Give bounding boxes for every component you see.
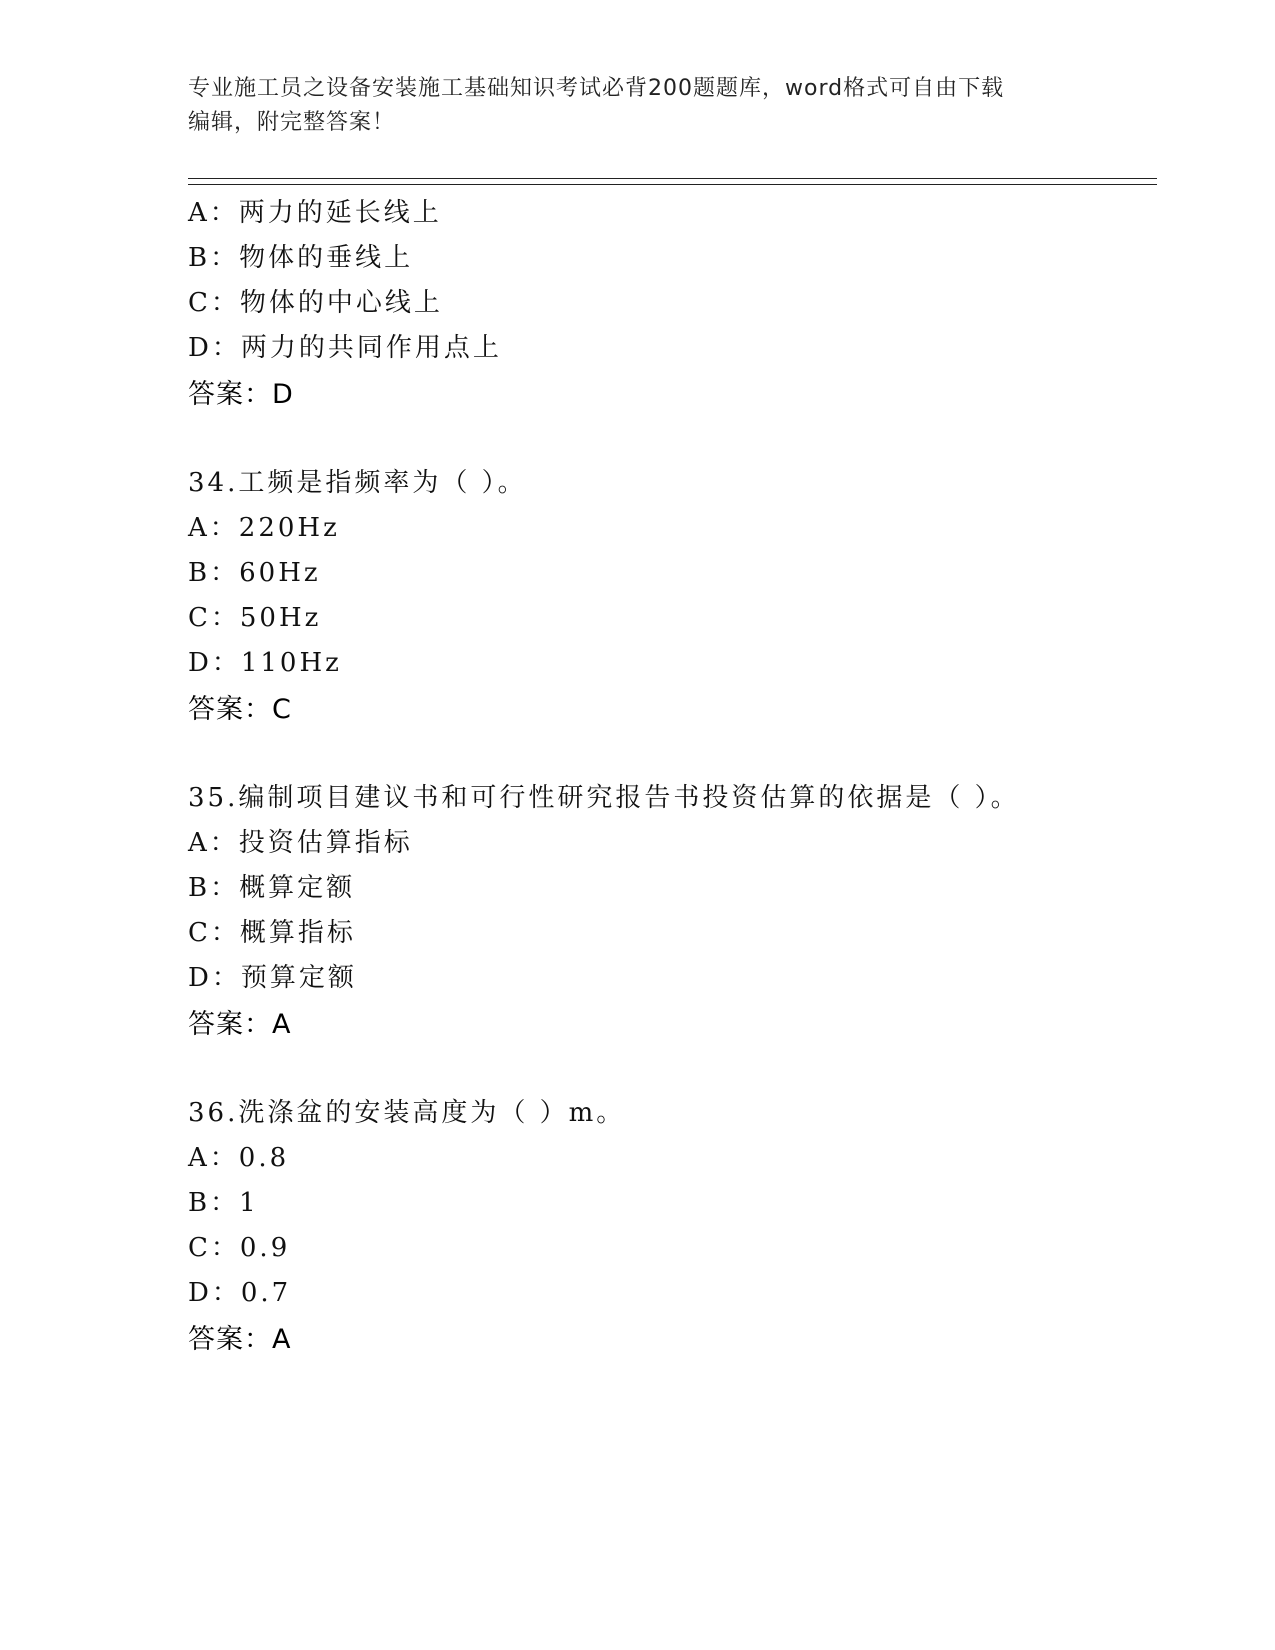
q36-option-a: A：0.8 (188, 1143, 290, 1173)
q34-answer: 答案：C (188, 694, 292, 725)
q34-option-d: D：110Hz (188, 648, 342, 678)
q36-option-b: B：1 (188, 1188, 259, 1218)
q34-option-c: C：50Hz (188, 603, 322, 633)
q36-option-d: D：0.7 (188, 1278, 292, 1308)
q35-option-d: D：预算定额 (188, 963, 357, 993)
header-line-1: 专业施工员之设备安装施工基础知识考试必背200题题库，word格式可自由下载 (188, 76, 1005, 101)
q35-option-b: B：概算定额 (188, 873, 356, 903)
q35-question: 35.编制项目建议书和可行性研究报告书投资估算的依据是（ ）。 (188, 783, 1020, 813)
q36-answer: 答案：A (188, 1324, 292, 1355)
document-header (188, 72, 1088, 140)
q35-option-a: A：投资估算指标 (188, 828, 413, 858)
q33-option-c: C：物体的中心线上 (188, 288, 443, 318)
header-divider-top (188, 178, 1157, 179)
header-line-2: 编辑，附完整答案！ (188, 110, 396, 135)
q33-option-d: D：两力的共同作用点上 (188, 333, 502, 363)
q35-answer: 答案：A (188, 1009, 292, 1040)
q35-option-c: C：概算指标 (188, 918, 356, 948)
q34-option-a: A：220Hz (188, 513, 340, 543)
q34-option-b: B：60Hz (188, 558, 321, 588)
q34-question: 34.工频是指频率为（ ）。 (188, 468, 527, 498)
q33-option-a: A：两力的延长线上 (188, 198, 442, 228)
q33-option-b: B：物体的垂线上 (188, 243, 414, 273)
q36-question: 36.洗涤盆的安装高度为（ ）m。 (188, 1098, 626, 1128)
q36-option-c: C：0.9 (188, 1233, 291, 1263)
header-divider-bottom (188, 184, 1157, 185)
q33-answer: 答案：D (188, 379, 294, 410)
